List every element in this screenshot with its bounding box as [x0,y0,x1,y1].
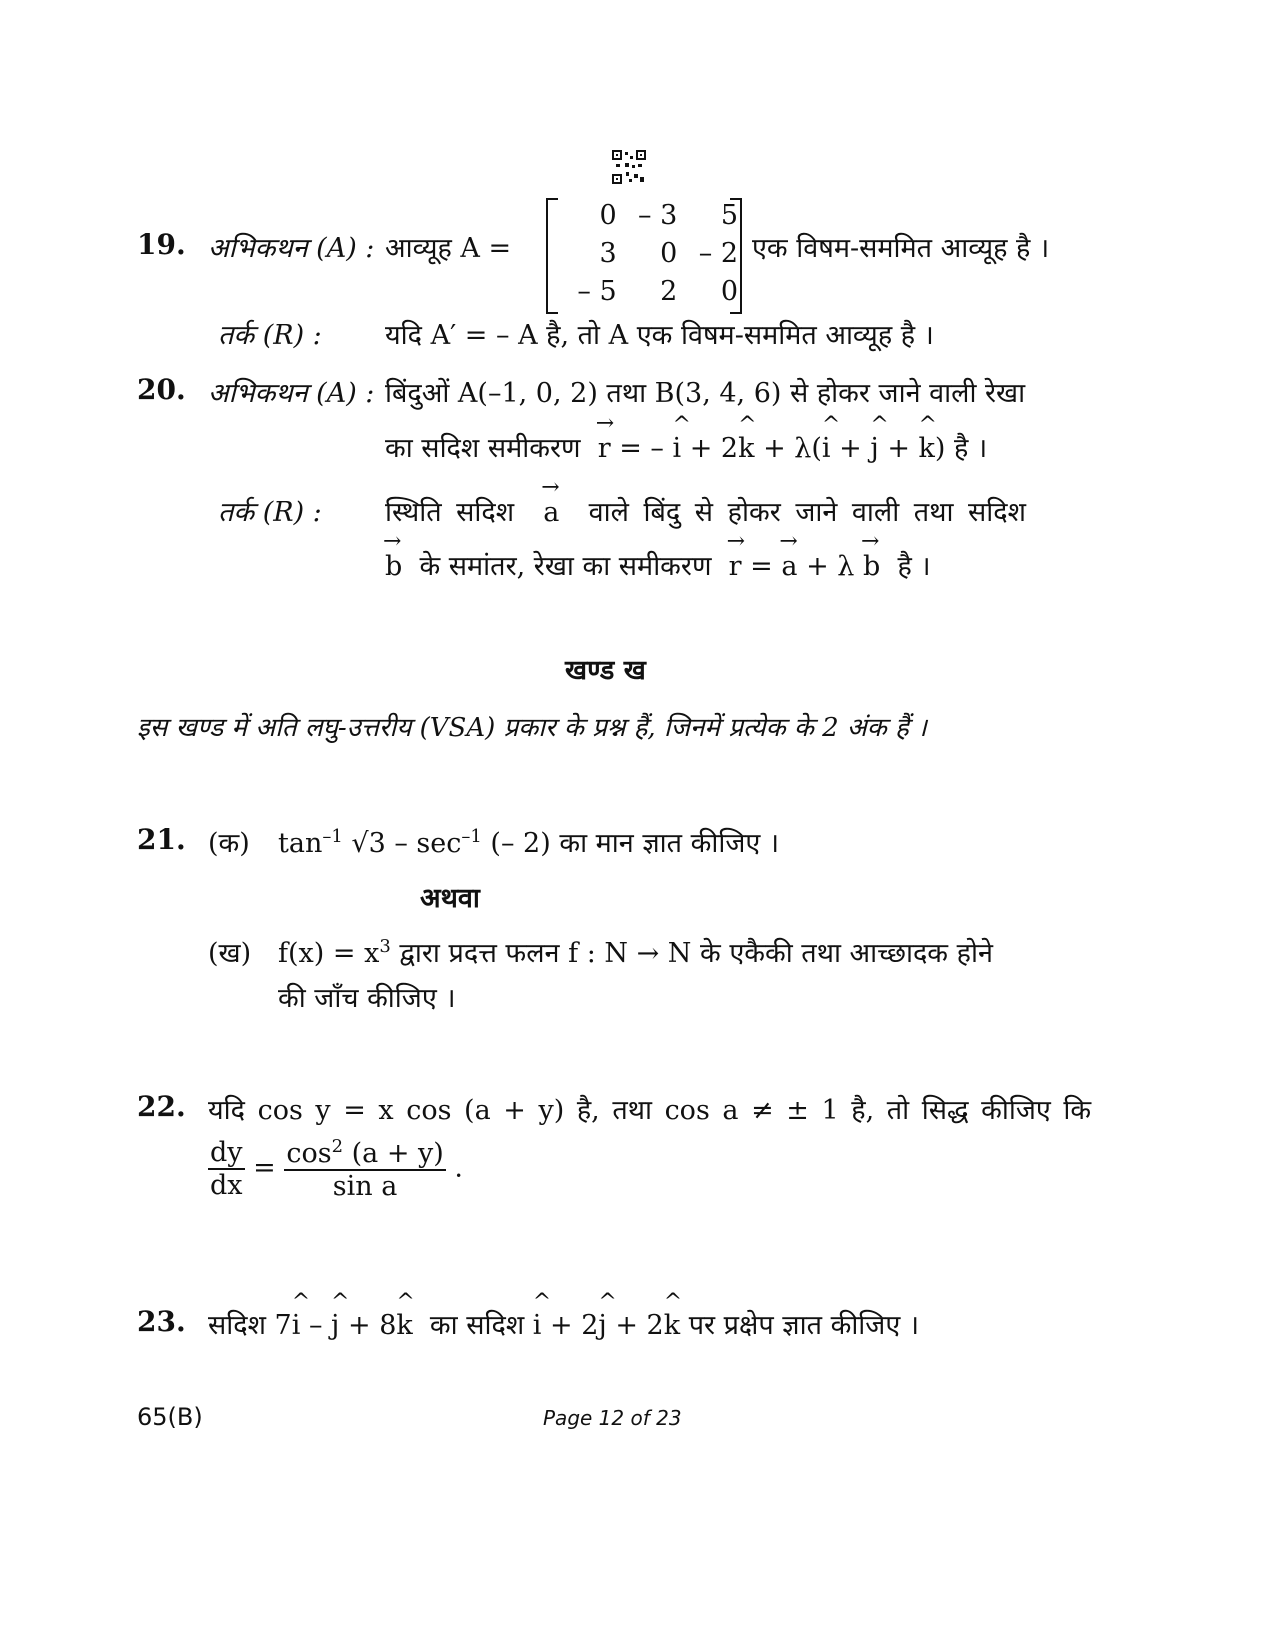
or-label: अथवा [420,883,480,914]
page-number: Page 12 of 23 [543,1406,682,1430]
section-title: खण्ड ख [565,655,646,686]
question-number: 23. [137,1305,186,1338]
part-b-text-2: की जाँच कीजिए । [278,983,456,1014]
part-b-text: $f(x) = x^3$ द्वारा प्रदत्त फलन f : N → N के एकैकी तथा आच्छादक होने [278,936,993,969]
part-label: (क) [208,828,250,859]
assertion-text: बिंदुओं A(–1, 0, 2) तथा B(3, 4, 6) से होकर जाने वाली रेखा [385,378,1026,409]
part-label: (ख) [208,938,252,969]
reason-text: यदि A′ = – A है, तो A एक विषम-सममित आव्यूह है । [385,320,934,351]
question-number: 19. [137,228,186,261]
assertion-label: अभिकथन (A) : [208,233,375,264]
question-text: सदिश 7^ i – ^ j + 8^ k का सदिश ^ i + 2^ j + 2^ k पर प्रक्षेप ज्ञात कीजिए । [208,1305,919,1342]
reason-label: तर्क (R) : [218,497,322,528]
question-number: 22. [137,1090,186,1123]
paper-code: 65(B) [137,1403,203,1431]
matrix-a: 0 – 3 5 3 0 – 2 – 5 2 0 [546,198,742,310]
assertion-label: अभिकथन (A) : [208,378,375,409]
part-a-text: $\tan^{-1} √3 - \sec^{-1}$ (– 2) का मान ज्ञात कीजिए । [278,826,780,859]
reason-equation: → b के समांतर, रेखा का समीकरण → r = → a + λ → b है । [385,546,931,583]
assertion-text-end: एक विषम-सममित आव्यूह है । [752,233,1050,264]
assertion-text: आव्यूह A = [385,233,512,264]
assertion-equation: का सदिश समीकरण → r = – ^ i + 2^ k + λ(^ i + ^ j + ^ k) है । [385,428,987,465]
reason-label: तर्क (R) : [218,320,322,351]
reason-text: स्थिति सदिश → a वाले बिंदु से होकर जाने वाली तथा सदिश [385,492,1026,529]
derivative-equation: $\frac{dy}{dx}$ = $\frac{\cos^2 (a + y)}{\text{sin a}}$ . [210,1136,463,1202]
qr-code-icon [612,150,646,184]
section-instruction: इस खण्ड में अति लघु-उत्तरीय (VSA) प्रकार के प्रश्न हैं, जिनमें प्रत्येक के 2 अंक हैं । [137,713,927,743]
question-number: 20. [137,373,186,406]
question-text: यदि cos y = x cos (a + y) है, तथा cos a ≠ ± 1 है, तो सिद्ध कीजिए कि [208,1095,1092,1126]
question-number: 21. [137,823,186,856]
